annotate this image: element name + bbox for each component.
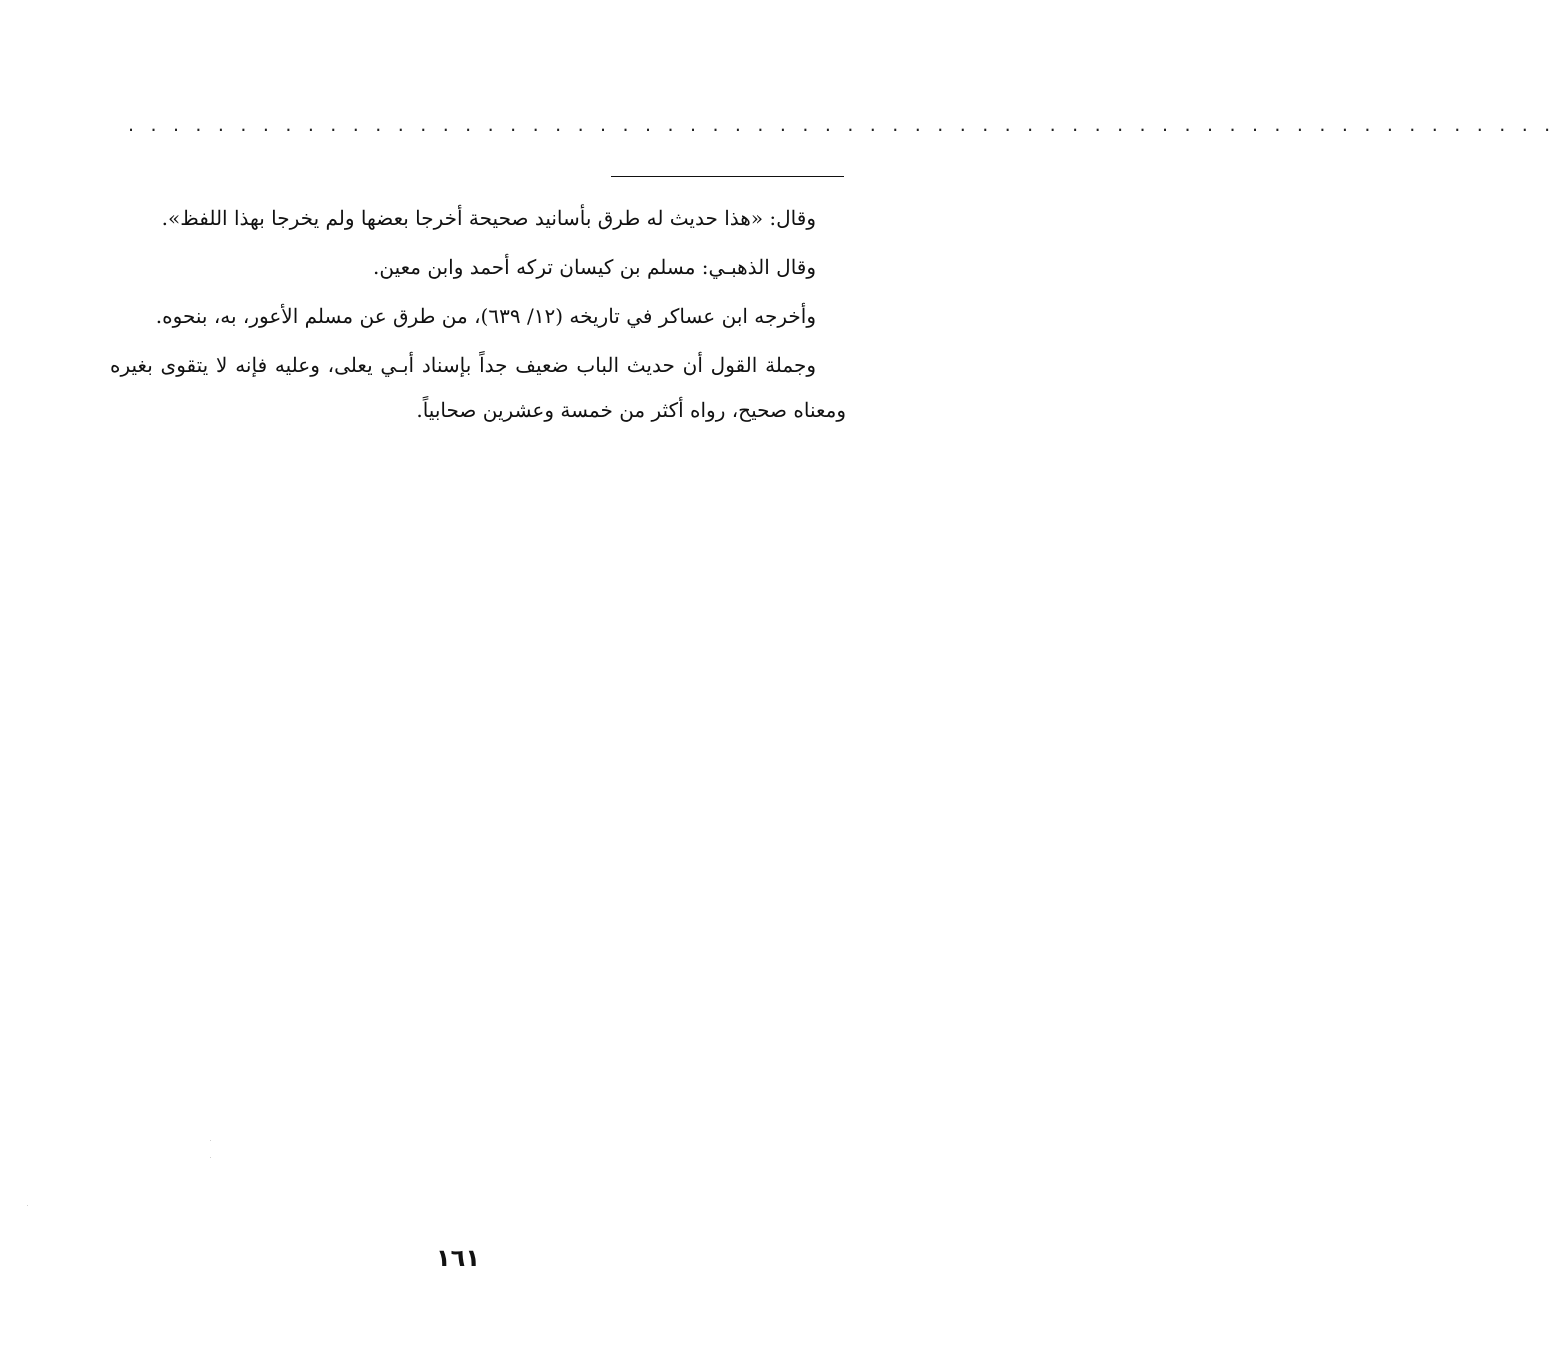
dotted-separator: . . . . . . . . . . . . . . . . . . . . . . . . . . . . . . . . . . . . . . . . . . . . . . . . . . . . . . . . . . . . . . . .	[128, 114, 1555, 136]
footnote-paragraph-3: وأخرجه ابن عساكر في تاريخه (١٢/ ٦٣٩)، من طرق عن مسلم الأعور، به، بنحوه.	[155, 304, 816, 328]
scan-speck	[210, 1157, 211, 1158]
footnote-paragraph-4: وجملة القول أن حديث الباب ضعيف جداً بإسناد أبـي يعلى، وعليه فإنه لا يتقوى بغيره ومعناه صحيح، رواه أكثر من خمسة وعشرين صحابياً.	[110, 353, 846, 422]
page-number: ١٦١	[436, 1244, 480, 1272]
scan-speck	[27, 1205, 28, 1206]
footnotes-block	[110, 196, 846, 433]
footnote-paragraph-1: وقال: «هذا حديث له طرق بأسانيد صحيحة أخرجا بعضها ولم يخرجا بهذا اللفظ».	[161, 206, 816, 230]
scan-speck	[210, 1140, 211, 1141]
footnote-rule	[611, 176, 844, 177]
footnote-paragraph-2: وقال الذهبـي: مسلم بن كيسان تركه أحمد وابن معين.	[373, 255, 816, 279]
